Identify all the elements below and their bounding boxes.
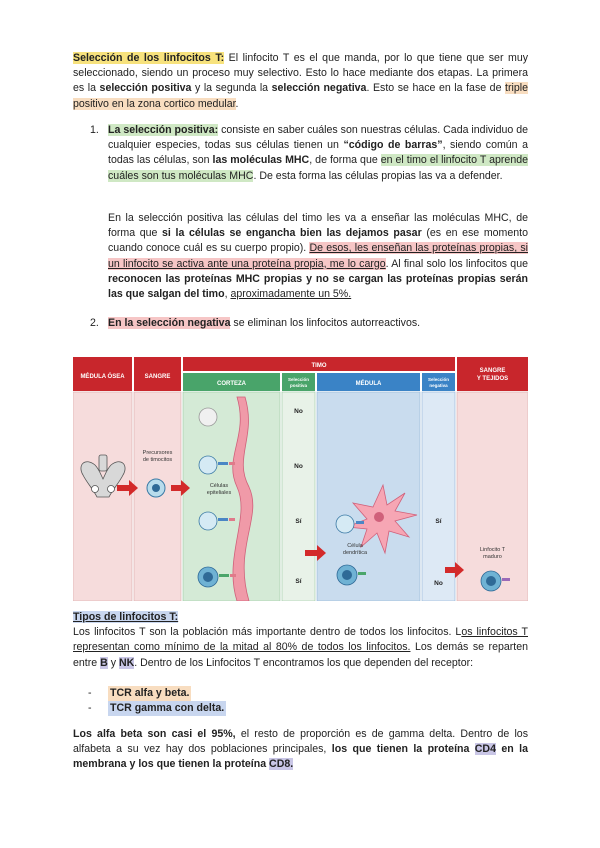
- highlight-nk: NK: [118, 656, 135, 669]
- precursor-cell-icon: [147, 479, 165, 497]
- highlight-cd8: CD8.: [269, 758, 294, 771]
- tipos-paragraph: [73, 610, 528, 671]
- text: En la selección positiva las células del timo les va a enseñar las moléculas MHC, de forma que: [108, 212, 528, 240]
- highlight-text: en el timo el linfocito T aprende cuáles son tus moléculas MHC: [108, 154, 528, 182]
- label-precursores-1: Precursores: [142, 450, 173, 456]
- tipos-title: [73, 611, 178, 623]
- intro-text: y la segunda la: [191, 82, 272, 95]
- highlight-underline-text: De esos, les enseñan las proteínas propias, si un linfocito se activa ante una proteína propia, me lo cargo: [108, 242, 528, 270]
- header-sel-neg-2: negativa: [429, 383, 448, 388]
- bullet-1: -: [88, 687, 92, 699]
- label-celulas-epiteliales-2: epiteliales: [206, 490, 232, 496]
- pos-result-1: No: [294, 408, 303, 415]
- text: el resto de proporción es de gamma delta. Dentro de los alfabeta a su vez hay dos poblaciones principales,: [73, 728, 528, 756]
- label-celulas-epiteliales-1: Células: [209, 483, 229, 489]
- bullet-2: -: [88, 702, 92, 714]
- header-medula-osea: MÉDULA ÓSEA: [80, 374, 125, 380]
- label-linfocito-2: maduro: [483, 554, 502, 560]
- negative-selection-title: En la selección negativa: [108, 317, 231, 329]
- intro-highlight: triple positivo en la zona cortico medular: [73, 82, 528, 110]
- header-sangre: SANGRE: [144, 374, 171, 380]
- text: . De esta forma las células propias las va a defender.: [253, 169, 503, 182]
- thymic-selection-diagram: [73, 357, 528, 601]
- list-number-1: 1.: [90, 124, 99, 136]
- positive-selection-paragraph: [108, 123, 528, 184]
- intro-title: Selección de los linfocitos T:: [73, 52, 225, 64]
- text: (es en ese momento cuando conoce cuál es su cuerpo propio).: [108, 227, 528, 255]
- text: , de forma que: [309, 154, 381, 167]
- intro-bold-positive: selección positiva: [99, 82, 192, 95]
- text: Los demás se reparten entre: [73, 641, 528, 669]
- header-sangre-tejidos-2: Y TEJIDOS: [476, 376, 509, 382]
- text: consiste en saber cuáles son nuestras células. Cada individuo de cualquier especies, todas sus células tienen un: [108, 124, 528, 152]
- header-sel-pos-1: Selección: [287, 377, 310, 382]
- text: se eliminan los linfocitos autorreactivos.: [230, 317, 421, 329]
- bold-text: en la membrana y los que tienen la proteína: [73, 743, 528, 771]
- positive-selection-paragraph-2: [108, 211, 528, 302]
- intro-text: . Esto se hace en la fase de: [366, 82, 506, 95]
- header-medula: MÉDULA: [355, 381, 382, 387]
- neg-result-1: Sí: [435, 518, 442, 525]
- label-linfocito-1: Linfocito T: [479, 547, 506, 553]
- highlight-b: B: [100, 656, 108, 669]
- intro-text: .: [235, 97, 239, 110]
- pos-result-2: No: [294, 463, 303, 470]
- bold-text: si la células se engancha bien las dejamos pasar: [162, 227, 422, 240]
- list-number-2: 2.: [90, 317, 99, 329]
- text: Los linfocitos T son la población más importante dentro de todos los linfocitos. L: [73, 626, 462, 639]
- pos-result-3: Sí: [295, 518, 302, 525]
- final-paragraph: [73, 727, 528, 773]
- bold-text: reconocen las proteínas MHC propias y no se cargan las proteínas propias serán las que salgan del timo: [108, 272, 528, 301]
- intro-bold-negative: selección negativa: [271, 82, 367, 95]
- bold-text: “código de barras”: [343, 139, 443, 152]
- label-celula-dendritica-2: dendrítica: [342, 550, 368, 556]
- intro-paragraph: [73, 51, 528, 112]
- tcr-alfa-beta: TCR alfa y beta.: [108, 686, 191, 701]
- pos-result-4: Sí: [295, 578, 302, 585]
- header-sel-pos-2: positiva: [289, 383, 308, 388]
- negative-selection-paragraph: [108, 316, 528, 331]
- label-celula-dendritica-1: Célula: [347, 543, 363, 549]
- tcr-gamma-delta: TCR gamma con delta.: [108, 701, 226, 716]
- neg-result-2: No: [434, 580, 443, 587]
- highlight-cd4: CD4: [474, 743, 496, 756]
- intro-text: El linfocito T es el que manda, por lo que tiene que ser muy seleccionado, siendo un proceso muy selectivo. Esto lo hace mediante dos etapas. La primera es la: [73, 52, 529, 95]
- header-sangre-tejidos-1: SANGRE: [479, 368, 506, 374]
- tipos-title-text: Tipos de linfocitos T:: [73, 611, 179, 623]
- bold-text: los que tienen la proteína: [331, 743, 475, 756]
- header-corteza: CORTEZA: [217, 381, 246, 387]
- underline-text: os linfocitos T representan como mínimo de la mitad al 80% de todos los linfocitos.: [73, 626, 528, 654]
- header-timo: TIMO: [311, 363, 327, 369]
- bold-text: Los alfa beta son casi el 95%,: [73, 728, 236, 740]
- text: y: [107, 656, 119, 669]
- text: . Dentro de los Linfocitos T encontramos los que dependen del receptor:: [134, 656, 474, 669]
- text: ,: [224, 288, 231, 301]
- header-sel-neg-1: Selección: [427, 377, 450, 382]
- label-precursores-2: de timocitos: [142, 457, 173, 463]
- text: , siendo común a todas las células, son: [108, 139, 528, 167]
- underline-text: aproximadamente un 5%.: [230, 288, 352, 301]
- text: . Al final solo los linfocitos que: [385, 257, 528, 270]
- positive-selection-title: La selección positiva:: [108, 124, 219, 136]
- bold-text: las moléculas MHC: [212, 154, 310, 167]
